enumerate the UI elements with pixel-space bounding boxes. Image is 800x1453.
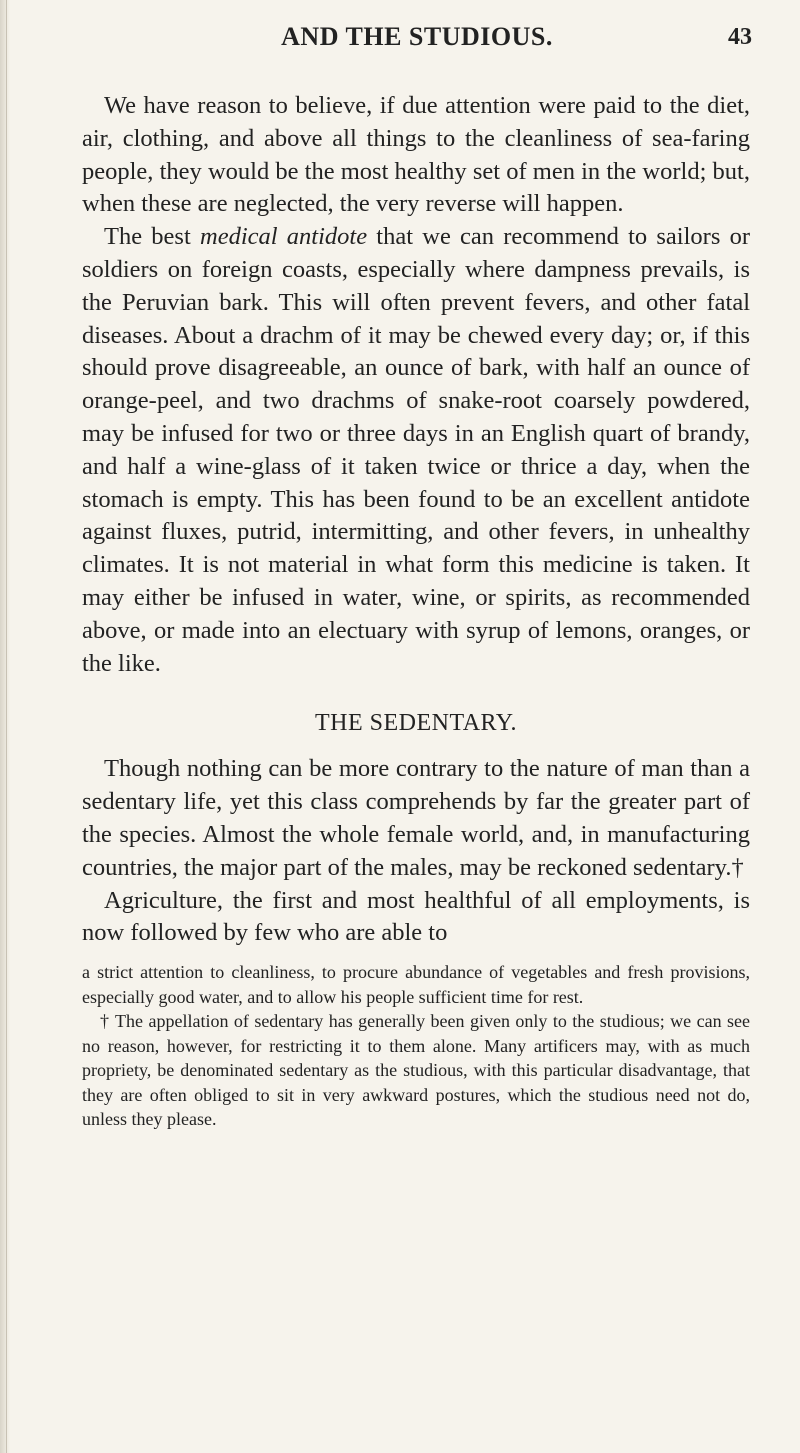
paragraph-agriculture: Agriculture, the first and most healthful of all employments, is now followed by few who are able to bbox=[82, 886, 750, 947]
paragraph-seafaring-cleanliness: We have reason to believe, if due attention were paid to the diet, air, clothing, and above all things to the cleanliness of sea-faring people, they would be the most healthy set of men in the world; but, when these are neglected, the very reverse will happen. bbox=[82, 92, 750, 218]
paragraph-peruvian-bark bbox=[82, 221, 750, 680]
page-number: 43 bbox=[728, 24, 752, 50]
page-content bbox=[82, 90, 750, 1132]
footnote-spacer bbox=[82, 950, 750, 960]
page-binding-edge bbox=[0, 0, 10, 1453]
running-head bbox=[82, 22, 752, 58]
section-heading-sedentary: THE SEDENTARY. bbox=[315, 710, 517, 737]
paragraph-peruvian-bark-body: that we can recommend to sailors or soldiers on foreign coasts, especially where dampness prevails, is the Peruvian bark. This will often prevent fevers, and other fatal diseases. About a drachm of it may be chewed every day; or, if this should prove disagreeable, an ounce of bark, with half an ounce of orange-peel, and two drachms of snake-root coarsely powdered, may be infused for two or three days in an English quart of brandy, and half a wine-glass of it taken twice or thrice a day, when the stomach is empty. This has been found to be an excellent antidote against fluxes, putrid, intermitting, and other fevers, in unhealthy climates. It is not material in what form this medicine is taken. It may either be infused in water, wine, or spirits, as recommended above, or made into an electuary with syrup of lemons, oranges, or the like. bbox=[82, 223, 750, 677]
footnote-dagger: † The appellation of sedentary has generally been given only to the studious; we can see no reason, however, for restricting it to them alone. Many artificers may, with as much propriety, be denominated sedentary as the studious, with this particular disadvantage, that they are often obliged to sit in very awkward postures, which the studious need not do, unless they please. bbox=[82, 1011, 750, 1130]
paragraph-peruvian-bark-lead: The best bbox=[104, 223, 200, 251]
running-title: AND THE STUDIOUS. bbox=[281, 22, 553, 51]
medical-antidote-emphasis: medical antidote bbox=[200, 223, 368, 251]
footnote-continued: a strict attention to cleanliness, to procure abundance of vegetables and fresh provisions, especially good water, and to allow his people sufficient time for rest. bbox=[82, 962, 750, 1007]
page-binding-line bbox=[6, 0, 7, 1453]
paragraph-sedentary-life: Though nothing can be more contrary to the nature of man than a sedentary life, yet this class comprehends by far the greater part of the species. Almost the whole female world, and, in manufacturing countries, the major part of the males, may be reckoned sedentary.† bbox=[82, 755, 750, 881]
